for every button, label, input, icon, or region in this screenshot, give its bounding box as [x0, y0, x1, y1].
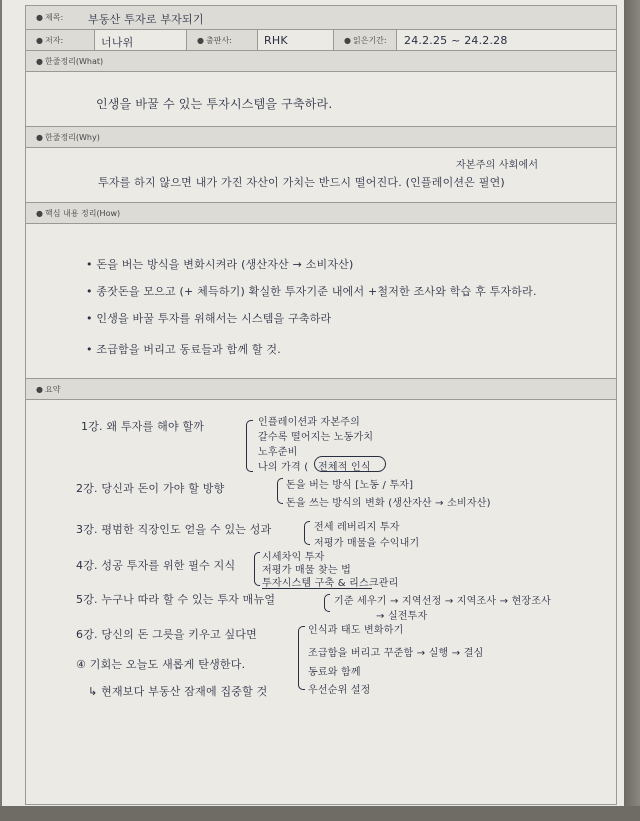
chapter-2-brace	[277, 478, 283, 504]
chapter-2: 2강. 당신과 돈이 가야 할 방향	[76, 482, 225, 495]
summary-label: 요약	[44, 384, 61, 394]
chapter-1: 1강. 왜 투자를 해야 할까	[81, 420, 205, 433]
chapter-2-item-1: 돈을 버는 방식 [노동 / 투자]	[286, 480, 414, 491]
bullet-icon: ●	[36, 56, 43, 66]
chapter-1-item-1: 인플레이션과 자본주의	[258, 417, 360, 428]
period-value: 24.2.25 ~ 24.2.28	[404, 34, 508, 47]
period-label-cell	[334, 30, 396, 50]
what-label: 한줄정리(What)	[44, 56, 104, 66]
how-item-4: • 조급함을 버리고 동료들과 함께 할 것.	[86, 343, 281, 356]
chapter-1-item-4: 나의 가격 (	[258, 462, 309, 473]
why-label: 한줄정리(Why)	[44, 132, 100, 142]
how-item-1: • 돈을 버는 방식을 변화시켜라 (생산자산 → 소비자산)	[86, 258, 354, 271]
publisher-label: 출판사:	[205, 35, 232, 45]
why-text: 투자를 하지 않으면 내가 가진 자산이 가치는 반드시 떨어진다. (인플레이션은 필연)	[98, 176, 505, 189]
page-edge-shadow	[624, 0, 640, 821]
bullet-icon: ●	[36, 35, 43, 45]
author-label: 저자:	[44, 35, 64, 45]
summary-note-2: ↳ 현재보다 부동산 잠재에 집중할 것	[88, 685, 268, 698]
chapter-1-box	[314, 456, 386, 472]
form-frame	[25, 5, 617, 805]
bullet-icon: ●	[36, 384, 43, 394]
chapter-4-brace	[254, 552, 260, 586]
chapter-6-item-2: 조급함을 버리고 꾸준함 → 실행 → 결심	[308, 648, 484, 659]
chapter-3-brace	[304, 521, 310, 545]
how-item-3: • 인생을 바꿀 투자를 위해서는 시스템을 구축하라	[86, 312, 332, 325]
why-note: 자본주의 사회에서	[456, 160, 539, 171]
how-item-2: • 종잣돈을 모으고 (+ 체득하기) 확실한 투자기준 내에서 +철저한 조사와 학습 후 투자하라.	[86, 285, 537, 298]
publisher-label-cell	[187, 30, 257, 50]
why-label-row	[26, 127, 616, 147]
what-label-row	[26, 51, 616, 71]
chapter-4-underline	[262, 588, 372, 589]
title-label: 제목:	[44, 13, 64, 22]
chapter-5-item-1: 기준 세우기 → 지역선정 → 지역조사 → 현장조사	[334, 596, 552, 607]
title-value: 부동산 투자로 부자되기	[88, 13, 204, 26]
summary-label-row	[26, 379, 616, 399]
worksheet-page	[2, 0, 624, 806]
chapter-6-brace	[298, 626, 305, 690]
chapter-5-item-2: → 실전투자	[376, 611, 428, 622]
chapter-3: 3강. 평범한 직장인도 얻을 수 있는 성과	[76, 523, 272, 536]
chapter-4-item-3: 투자시스템 구축 & 리스크관리	[262, 578, 399, 589]
author-label-cell	[26, 30, 94, 50]
chapter-6-item-1: 인식과 태도 변화하기	[308, 625, 404, 636]
chapter-6: 6강. 당신의 돈 그릇을 키우고 싶다면	[76, 628, 257, 641]
chapter-4-item-2: 저평가 매물 찾는 법	[262, 565, 352, 576]
bullet-icon: ●	[197, 35, 204, 45]
author-value: 너나위	[101, 36, 134, 49]
publisher-value: RHK	[264, 34, 288, 47]
chapter-4-item-1: 시세차익 투자	[262, 552, 325, 563]
chapter-6-item-3: 동료와 함께	[308, 667, 361, 678]
chapter-1-item-2: 갈수록 떨어지는 노동가치	[258, 432, 374, 443]
how-label-row	[26, 203, 616, 223]
chapter-3-item-2: 저평가 매물을 수익내기	[314, 538, 420, 549]
bullet-icon: ●	[36, 208, 43, 218]
what-text: 인생을 바꿀 수 있는 투자시스템을 구축하라.	[96, 97, 333, 111]
chapter-5-brace	[324, 594, 330, 612]
bullet-icon: ●	[36, 13, 43, 22]
summary-note-1: ④ 기회는 오늘도 새롭게 탄생한다.	[76, 658, 246, 671]
bullet-icon: ●	[36, 132, 43, 142]
how-label: 핵심 내용 정리(How)	[44, 208, 121, 218]
bullet-icon: ●	[344, 35, 351, 45]
chapter-2-item-2: 돈을 쓰는 방식의 변화 (생산자산 → 소비자산)	[286, 498, 491, 509]
chapter-6-item-4: 우선순위 설정	[308, 685, 371, 696]
chapter-4: 4강. 성공 투자를 위한 필수 지식	[76, 559, 236, 572]
chapter-1-brace	[246, 420, 253, 472]
period-label: 읽은기간:	[352, 35, 387, 45]
page-bottom-shadow	[0, 806, 640, 821]
chapter-5: 5강. 누구나 따라 할 수 있는 투자 매뉴얼	[76, 593, 276, 606]
chapter-1-boxed: 전체적 인식	[318, 462, 371, 473]
chapter-3-item-1: 전세 레버리지 투자	[314, 522, 400, 533]
chapter-1-item-3: 노후준비	[258, 447, 298, 458]
